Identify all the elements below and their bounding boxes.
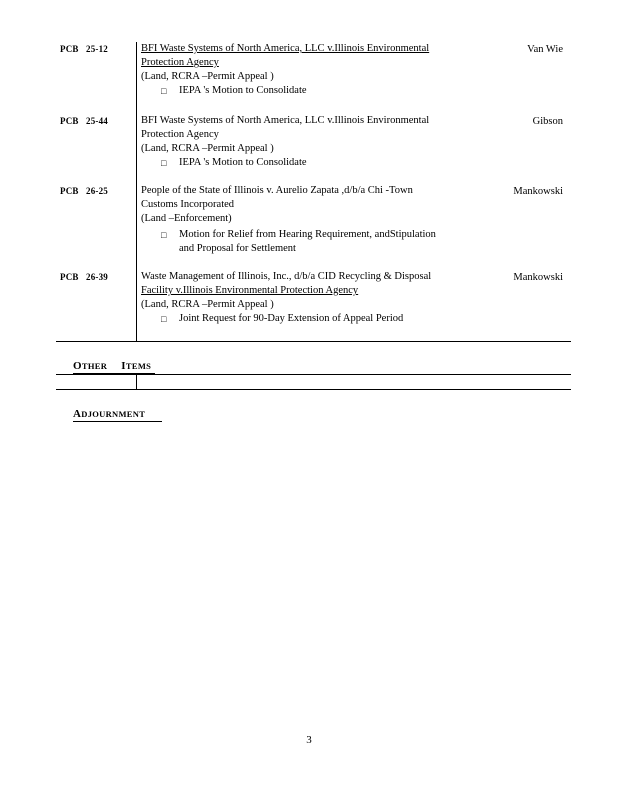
docket-number: PCB 25-44: [60, 116, 108, 126]
case-item: [56, 270, 571, 340]
page-number: 3: [306, 734, 312, 746]
checkbox-bullet-icon: □: [161, 230, 167, 240]
motion-item: □ IEPA 's Motion to Consolidate: [161, 157, 307, 168]
case-category: (Land –Enforcement): [141, 213, 232, 224]
case-caption-line: BFI Waste Systems of North America, LLC v.Illinois Environmental: [141, 115, 430, 126]
docket-number: PCB 26-25: [60, 186, 108, 196]
adjournment-underline: [73, 421, 162, 422]
assigned-staff: Gibson: [532, 116, 563, 127]
case-caption-line: BFI Waste Systems of North America, LLC v.Illinois Environmental: [141, 43, 430, 54]
case-list: [56, 42, 571, 340]
case-category: (Land, RCRA –Permit Appeal ): [141, 71, 274, 82]
motion-item: □ IEPA 's Motion to Consolidate: [161, 85, 307, 96]
case-item: [56, 114, 571, 184]
motion-item: □ Joint Request for 90-Day Extension of Appeal Period: [161, 313, 404, 324]
case-item: [56, 184, 571, 270]
other-items-table-bottom: [56, 389, 571, 390]
case-caption-line: Protection Agency: [141, 129, 219, 140]
case-description: [141, 42, 481, 98]
checkbox-bullet-icon: □: [161, 86, 167, 96]
case-description: [141, 184, 481, 256]
motion-item: □ Motion for Relief from Hearing Requirement, andStipulation and Proposal for Settlement: [161, 229, 436, 254]
table-bottom-rule: [56, 341, 571, 342]
adjournment-heading: ADJOURNMENT: [73, 408, 146, 420]
checkbox-bullet-icon: □: [161, 158, 167, 168]
assigned-staff: Mankowski: [513, 186, 563, 197]
docket-number: PCB 26-39: [60, 272, 108, 282]
checkbox-bullet-icon: □: [161, 314, 167, 324]
case-item: [56, 42, 571, 114]
case-caption-line: Waste Management of Illinois, Inc., d/b/a CID Recycling & Disposal: [141, 271, 432, 282]
assigned-staff: Mankowski: [513, 272, 563, 283]
case-caption-line: People of the State of Illinois v. Aurelio Zapata ,d/b/a Chi -Town: [141, 185, 413, 196]
case-caption-line: Protection Agency: [141, 57, 219, 68]
case-category: (Land, RCRA –Permit Appeal ): [141, 299, 274, 310]
case-category: (Land, RCRA –Permit Appeal ): [141, 143, 274, 154]
case-description: [141, 114, 481, 170]
docket-number: PCB 25-12: [60, 44, 108, 54]
case-caption-line: Facility v.Illinois Environmental Protection Agency: [141, 285, 359, 296]
other-items-divider: [136, 374, 137, 389]
other-items-table-top: [56, 374, 571, 375]
case-caption-line: Customs Incorporated: [141, 199, 235, 210]
case-description: [141, 270, 481, 326]
assigned-staff: Van Wie: [527, 44, 563, 55]
other-items-heading: OTHER ITEMS: [73, 360, 152, 372]
